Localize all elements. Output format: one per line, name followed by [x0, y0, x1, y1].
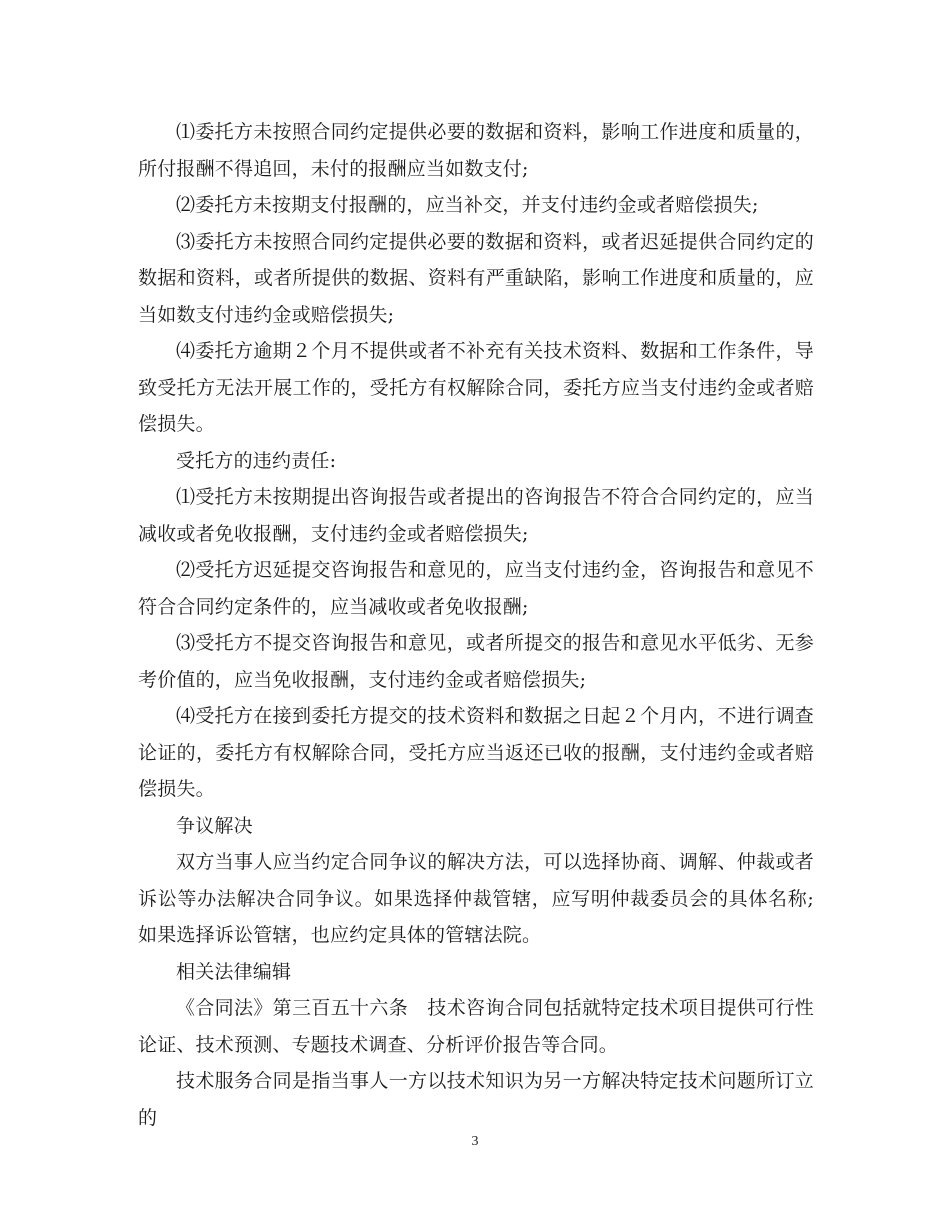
paragraph-client-breach-4: ⑷委托方逾期２个月不提供或者不补充有关技术资料、数据和工作条件，导致受托方无法开展工作的，受托方有权解除合同，委托方应当支付违约金或者赔偿损失。	[138, 340, 814, 435]
paragraph-contractor-breach-3: ⑶受托方不提交咨询报告和意见，或者所提交的报告和意见水平低劣、无参考价值的，应当免收报酬，支付违约金或者赔偿损失;	[138, 632, 814, 691]
section-heading-related-law: 相关法律编辑	[176, 960, 292, 983]
document-body	[138, 114, 814, 1136]
paragraph-client-breach-2: ⑵委托方未按期支付报酬的，应当补交，并支付违约金或者赔偿损失;	[176, 194, 759, 216]
paragraph-dispute-resolution: 双方当事人应当约定合同争议的解决方法，可以选择协商、调解、仲裁或者诉讼等办法解决合同争议。如果选择仲裁管辖，应写明仲裁委员会的具体名称;如果选择诉讼管辖，也应约定具体的管辖法院。	[138, 851, 814, 946]
paragraph-contractor-breach-2: ⑵受托方迟延提交咨询报告和意见的，应当支付违约金，咨询报告和意见不符合合同约定条件的，应当减收或者免收报酬;	[138, 559, 814, 618]
section-heading-dispute-resolution: 争议解决	[176, 814, 253, 837]
section-heading-contractor-liability: 受托方的违约责任:	[176, 449, 337, 472]
paragraph-client-breach-3: ⑶委托方未按照合同约定提供必要的数据和资料，或者迟延提供合同约定的数据和资料，或者所提供的数据、资料有严重缺陷，影响工作进度和质量的，应当如数支付违约金或赔偿损失;	[138, 230, 814, 326]
paragraph-contractor-breach-4: ⑷受托方在接到委托方提交的技术资料和数据之日起２个月内，不进行调查论证的，委托方有权解除合同，受托方应当返还已收的报酬，支付违约金或者赔偿损失。	[138, 705, 814, 800]
paragraph-client-breach-1: ⑴委托方未按照合同约定提供必要的数据和资料，影响工作进度和质量的，所付报酬不得追回，未付的报酬应当如数支付;	[138, 121, 814, 180]
paragraph-contractor-breach-1: ⑴受托方未按期提出咨询报告或者提出的咨询报告不符合合同约定的，应当减收或者免收报酬，支付违约金或者赔偿损失;	[138, 486, 814, 545]
paragraph-technical-service-contract: 技术服务合同是指当事人一方以技术知识为另一方解决特定技术问题所订立的	[138, 1070, 814, 1129]
page-number: 3	[471, 1134, 479, 1149]
paragraph-contract-law-356: 《合同法》第三百五十六条 技术咨询合同包括就特定技术项目提供可行性论证、技术预测、专题技术调查、分析评价报告等合同。	[138, 997, 814, 1056]
